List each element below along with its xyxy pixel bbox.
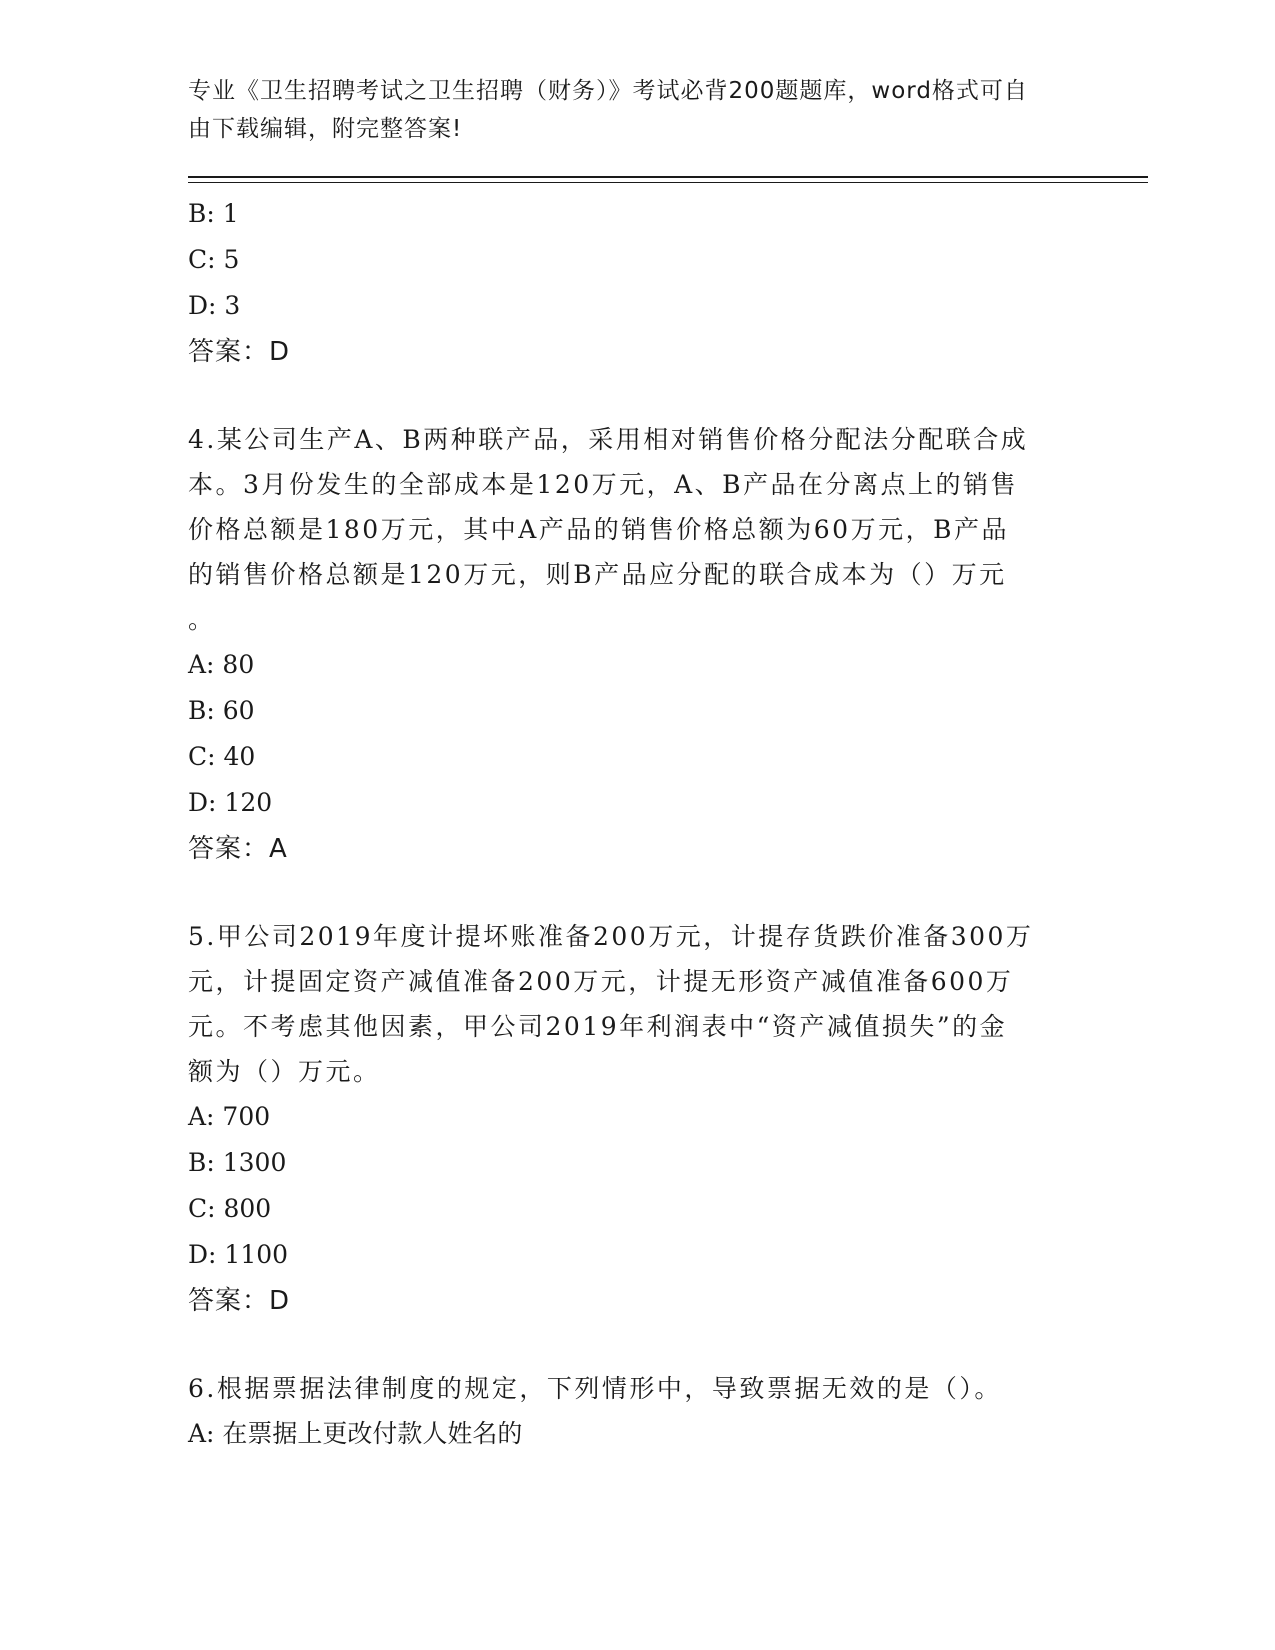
option-c: C: 40	[188, 742, 256, 771]
option-b: B: 60	[188, 696, 255, 725]
question-line: 额为（）万元。	[188, 1057, 381, 1086]
question-line: 元。不考虑其他因素，甲公司2019年利润表中“资产减值损失”的金	[188, 1012, 1008, 1041]
option-a: A: 在票据上更改付款人姓名的	[188, 1419, 523, 1448]
spacer	[188, 1324, 1148, 1366]
option-c: C: 5	[188, 245, 240, 274]
option-d: D: 120	[188, 788, 273, 817]
option-d: D: 3	[188, 291, 241, 320]
answer-line: 答案：D	[188, 337, 291, 367]
question-text	[188, 914, 1078, 1094]
question-text	[188, 417, 1078, 642]
question-line: 5.甲公司2019年度计提坏账准备200万元，计提存货跌价准备300万	[188, 922, 1034, 951]
document-page	[188, 72, 1148, 1457]
option-c: C: 800	[188, 1194, 272, 1223]
question-line: 6.根据票据法律制度的规定，下列情形中，导致票据无效的是（）。	[188, 1374, 1002, 1403]
spacer	[188, 872, 1148, 914]
answer-line: 答案：D	[188, 1286, 291, 1316]
question-5	[188, 914, 1148, 1324]
question-line: 价格总额是180万元，其中A产品的销售价格总额为60万元，B产品	[188, 515, 1009, 544]
question-text	[188, 1366, 1078, 1411]
answer-line: 答案：A	[188, 834, 288, 864]
option-d: D: 1100	[188, 1240, 289, 1269]
option-a: A: 700	[188, 1102, 271, 1131]
question-6	[188, 1366, 1148, 1457]
option-b: B: 1	[188, 199, 239, 228]
header-divider	[188, 176, 1148, 183]
header-line-2: 由下载编辑，附完整答案!	[188, 116, 463, 142]
question-line: 4.某公司生产A、B两种联产品，采用相对销售价格分配法分配联合成	[188, 425, 1029, 454]
option-a: A: 80	[188, 650, 255, 679]
question-line: 元，计提固定资产减值准备200万元，计提无形资产减值准备600万	[188, 967, 1014, 996]
question-line: 。	[188, 605, 216, 634]
question-3-tail	[188, 191, 1148, 375]
document-header	[188, 72, 1068, 148]
question-line: 本。3月份发生的全部成本是120万元，A、B产品在分离点上的销售	[188, 470, 1019, 499]
question-4	[188, 417, 1148, 872]
question-line: 的销售价格总额是120万元，则B产品应分配的联合成本为（）万元	[188, 560, 1007, 589]
spacer	[188, 375, 1148, 417]
header-line-1: 专业《卫生招聘考试之卫生招聘（财务）》考试必背200题题库，word格式可自	[188, 78, 1028, 104]
option-b: B: 1300	[188, 1148, 287, 1177]
